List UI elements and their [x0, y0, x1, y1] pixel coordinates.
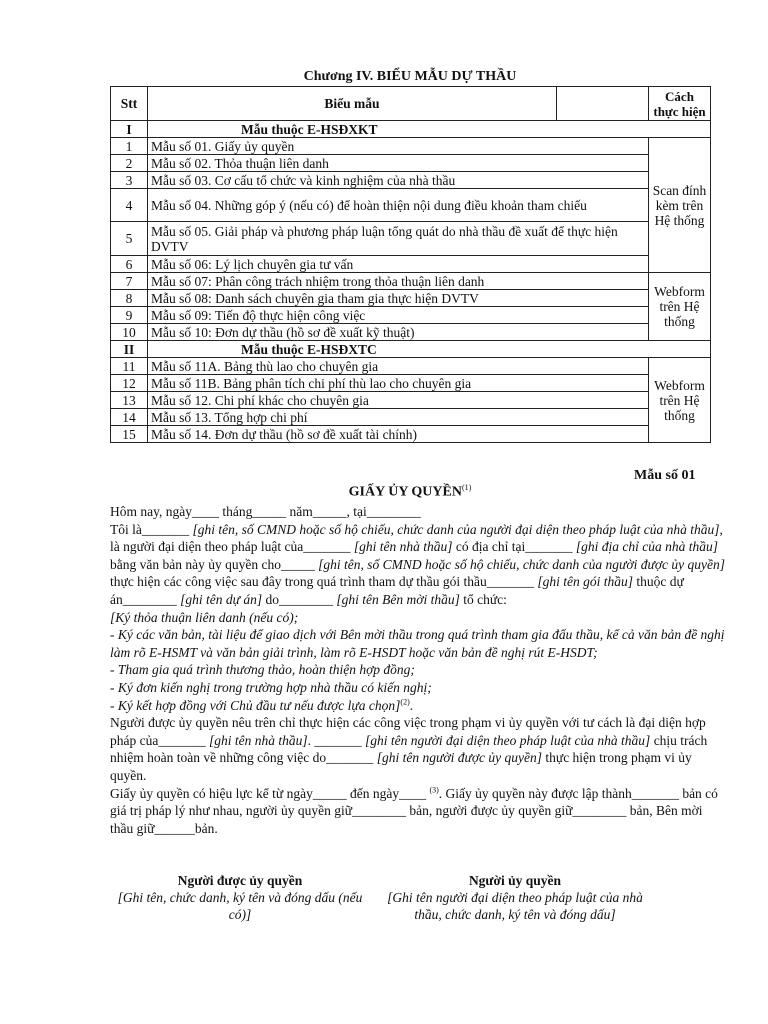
table-row [111, 307, 711, 324]
text-run: . _______ [307, 732, 365, 748]
header-form: Biểu mẫu [148, 87, 557, 121]
task-item: - Ký các văn bản, tài liệu để giao dịch với Bên mời thầu trong quá trình tham gia đấu thầu, kể cả văn bản đề nghị làm rõ E-HSMT và văn bản giải trình, làm rõ E-HSDT hoặc văn bản đề nghị rút E-HSDT; [110, 627, 725, 660]
text-run: do________ [262, 591, 337, 607]
header-stt: Stt [111, 87, 148, 121]
paragraph-task [110, 609, 725, 627]
text-run: , là người đại diện theo pháp luật của_______ [110, 521, 723, 555]
row-stt: 14 [111, 409, 148, 426]
row-stt: 8 [111, 290, 148, 307]
row-stt: 7 [111, 273, 148, 290]
text-run: thực hiện trong phạm vi ủy quyền. [110, 750, 692, 783]
table-row [111, 392, 711, 409]
section-row [111, 341, 711, 358]
placeholder-note: [ghi tên, số CMND hoặc số hộ chiếu, chức danh của người được ủy quyền] [318, 556, 726, 572]
signature-note: [Ghi tên, chức danh, ký tên và đóng dấu (nếu có)] [117, 890, 363, 922]
row-form: Mẫu số 14. Đơn dự thầu (hồ sơ đề xuất tài chính) [148, 426, 649, 443]
table-row [111, 189, 711, 222]
placeholder-note: [ghi tên người đại diện theo pháp luật của nhà thầu] [365, 732, 651, 748]
row-form: Mẫu số 11B. Bảng phân tích chi phí thù lao cho chuyên gia [148, 375, 649, 392]
row-form: Mẫu số 09: Tiến độ thực hiện công việc [148, 307, 649, 324]
paragraph-scope [110, 714, 725, 784]
placeholder-note: [ghi tên dự án] [180, 591, 263, 607]
text-run: tổ chức: [459, 591, 507, 607]
row-form: Mẫu số 01. Giấy ủy quyền [148, 138, 649, 155]
placeholder-note: [ghi tên Bên mời thầu] [336, 591, 460, 607]
paragraph-task [110, 661, 725, 679]
paragraph-date: Hôm nay, ngày____ tháng_____ năm_____, tại________ [110, 504, 421, 519]
table-row [111, 138, 711, 155]
text-run: thuộc dự án________ [110, 574, 684, 607]
footnote-mark: (1) [461, 483, 472, 492]
row-stt: 11 [111, 358, 148, 375]
row-form: Mẫu số 05. Giải pháp và phương pháp luận tổng quát do nhà thầu đề xuất để thực hiện DVTV [148, 222, 649, 256]
method-webform: Webform trên Hệ thống [649, 273, 711, 341]
table-row [111, 290, 711, 307]
row-stt: 12 [111, 375, 148, 392]
table-row [111, 256, 711, 273]
section-label: Mẫu thuộc E-HSĐXKT [148, 121, 711, 138]
section-number: I [111, 121, 148, 138]
row-form: Mẫu số 10: Đơn dự thầu (hồ sơ đề xuất kỹ thuật) [148, 324, 649, 341]
table-row [111, 426, 711, 443]
table-row [111, 324, 711, 341]
row-form: Mẫu số 04. Những góp ý (nếu có) để hoàn thiện nội dung điều khoản tham chiếu [148, 189, 649, 222]
table-header-row [111, 87, 711, 121]
table-row [111, 222, 711, 256]
section-row [111, 121, 711, 138]
row-stt: 13 [111, 392, 148, 409]
row-form: Mẫu số 07: Phân công trách nhiệm trong thỏa thuận liên danh [148, 273, 649, 290]
row-stt: 5 [111, 222, 148, 256]
placeholder-note: [ghi địa chỉ của nhà thầu] [575, 539, 719, 555]
row-stt: 4 [111, 189, 148, 222]
task-item: - Ký kết hợp đồng với Chủ đầu tư nếu được lựa chọn] [110, 697, 401, 713]
header-method: Cách thực hiện [649, 87, 711, 121]
text-run: thực hiện các công việc sau đây trong quá trình tham dự thầu gói thầu_______ [110, 574, 538, 590]
task-item: [Ký thỏa thuận liên danh (nếu có); [110, 609, 299, 625]
row-stt: 9 [111, 307, 148, 324]
row-stt: 6 [111, 256, 148, 273]
text-run: Tôi là_______ [110, 521, 193, 537]
signature-role: Người được ủy quyền [177, 873, 303, 888]
form-number: Mẫu số 01 [634, 468, 696, 483]
placeholder-note: [ghi tên người được ủy quyền] [376, 750, 542, 766]
document-title-text: GIẤY ỦY QUYỀN [348, 484, 462, 500]
document-title [110, 483, 710, 501]
method-scan: Scan đính kèm trên Hệ thống [649, 138, 711, 273]
paragraph-task [110, 679, 725, 697]
signature-role: Người ủy quyền [468, 873, 562, 888]
table-row [111, 375, 711, 392]
paragraph-task [110, 697, 725, 715]
text-run: có địa chỉ tại_______ [452, 539, 576, 555]
row-stt: 10 [111, 324, 148, 341]
placeholder-note: [ghi tên nhà thầu] [208, 732, 308, 748]
text-run: chịu trách nhiệm hoàn toàn về những công việc do_______ [110, 732, 708, 766]
footnote-mark: (2) [400, 697, 410, 707]
row-stt: 3 [111, 172, 148, 189]
table-row [111, 273, 711, 290]
table-row [111, 358, 711, 375]
table-row [111, 409, 711, 426]
chapter-title: Chương IV. BIỂU MẪU DỰ THẦU [303, 69, 517, 84]
signature-block-authorized [110, 872, 370, 923]
row-form: Mẫu số 11A. Bảng thù lao cho chuyên gia [148, 358, 649, 375]
section-label: Mẫu thuộc E-HSĐXTC [148, 341, 711, 358]
forms-table [110, 86, 711, 443]
row-form: Mẫu số 06: Lý lịch chuyên gia tư vấn [148, 256, 649, 273]
row-form: Mẫu số 02. Thỏa thuận liên danh [148, 155, 649, 172]
row-form: Mẫu số 08: Danh sách chuyên gia tham gia thực hiện DVTV [148, 290, 649, 307]
task-item: - Tham gia quá trình thương thảo, hoàn thiện hợp đồng; [110, 662, 415, 678]
paragraph-validity [110, 785, 725, 838]
table-row [111, 155, 711, 172]
header-blank [557, 87, 649, 121]
row-stt: 2 [111, 155, 148, 172]
text-run: . [409, 697, 414, 713]
row-form: Mẫu số 03. Cơ cấu tổ chức và kinh nghiệm của nhà thầu [148, 172, 649, 189]
signature-note: [Ghi tên người đại diện theo pháp luật của nhà thầu, chức danh, ký tên và đóng dấu] [387, 890, 643, 922]
row-form: Mẫu số 13. Tổng hợp chi phí [148, 409, 649, 426]
signature-block-authorizer [380, 872, 650, 923]
placeholder-note: [ghi tên, số CMND hoặc số hộ chiếu, chức danh của người đại diện theo pháp luật của nhà thầu] [192, 521, 720, 537]
paragraph-delegation [110, 521, 725, 609]
footnote-mark: (3) [429, 785, 439, 794]
table-row [111, 172, 711, 189]
text-run: bằng văn bản này ủy quyền cho_____ [110, 556, 319, 572]
method-webform: Webform trên Hệ thống [649, 358, 711, 443]
row-stt: 1 [111, 138, 148, 155]
text-run: Người được ủy quyền nêu trên chỉ thực hiện các công việc trong phạm vi ủy quyền với tư cách là đại diện hợp pháp của_______ [110, 715, 706, 748]
text-run: . Giấy ủy quyền này được lập thành_______ bản có giá trị pháp lý như nhau, người ủy quyền giữ________ bản, người được ủy quyền giữ________ bản, Bên mời thầu giữ______bản. [110, 785, 718, 836]
section-number: II [111, 341, 148, 358]
task-item: - Ký đơn kiến nghị trong trường hợp nhà thầu có kiến nghị; [110, 679, 432, 695]
document-body [110, 503, 725, 837]
placeholder-note: [ghi tên nhà thầu] [353, 539, 453, 555]
paragraph-task [110, 626, 725, 661]
placeholder-note: [ghi tên gói thầu] [537, 574, 634, 590]
row-form: Mẫu số 12. Chi phí khác cho chuyên gia [148, 392, 649, 409]
text-run: Giấy ủy quyền có hiệu lực kể từ ngày_____ đến ngày____ [110, 785, 430, 801]
row-stt: 15 [111, 426, 148, 443]
